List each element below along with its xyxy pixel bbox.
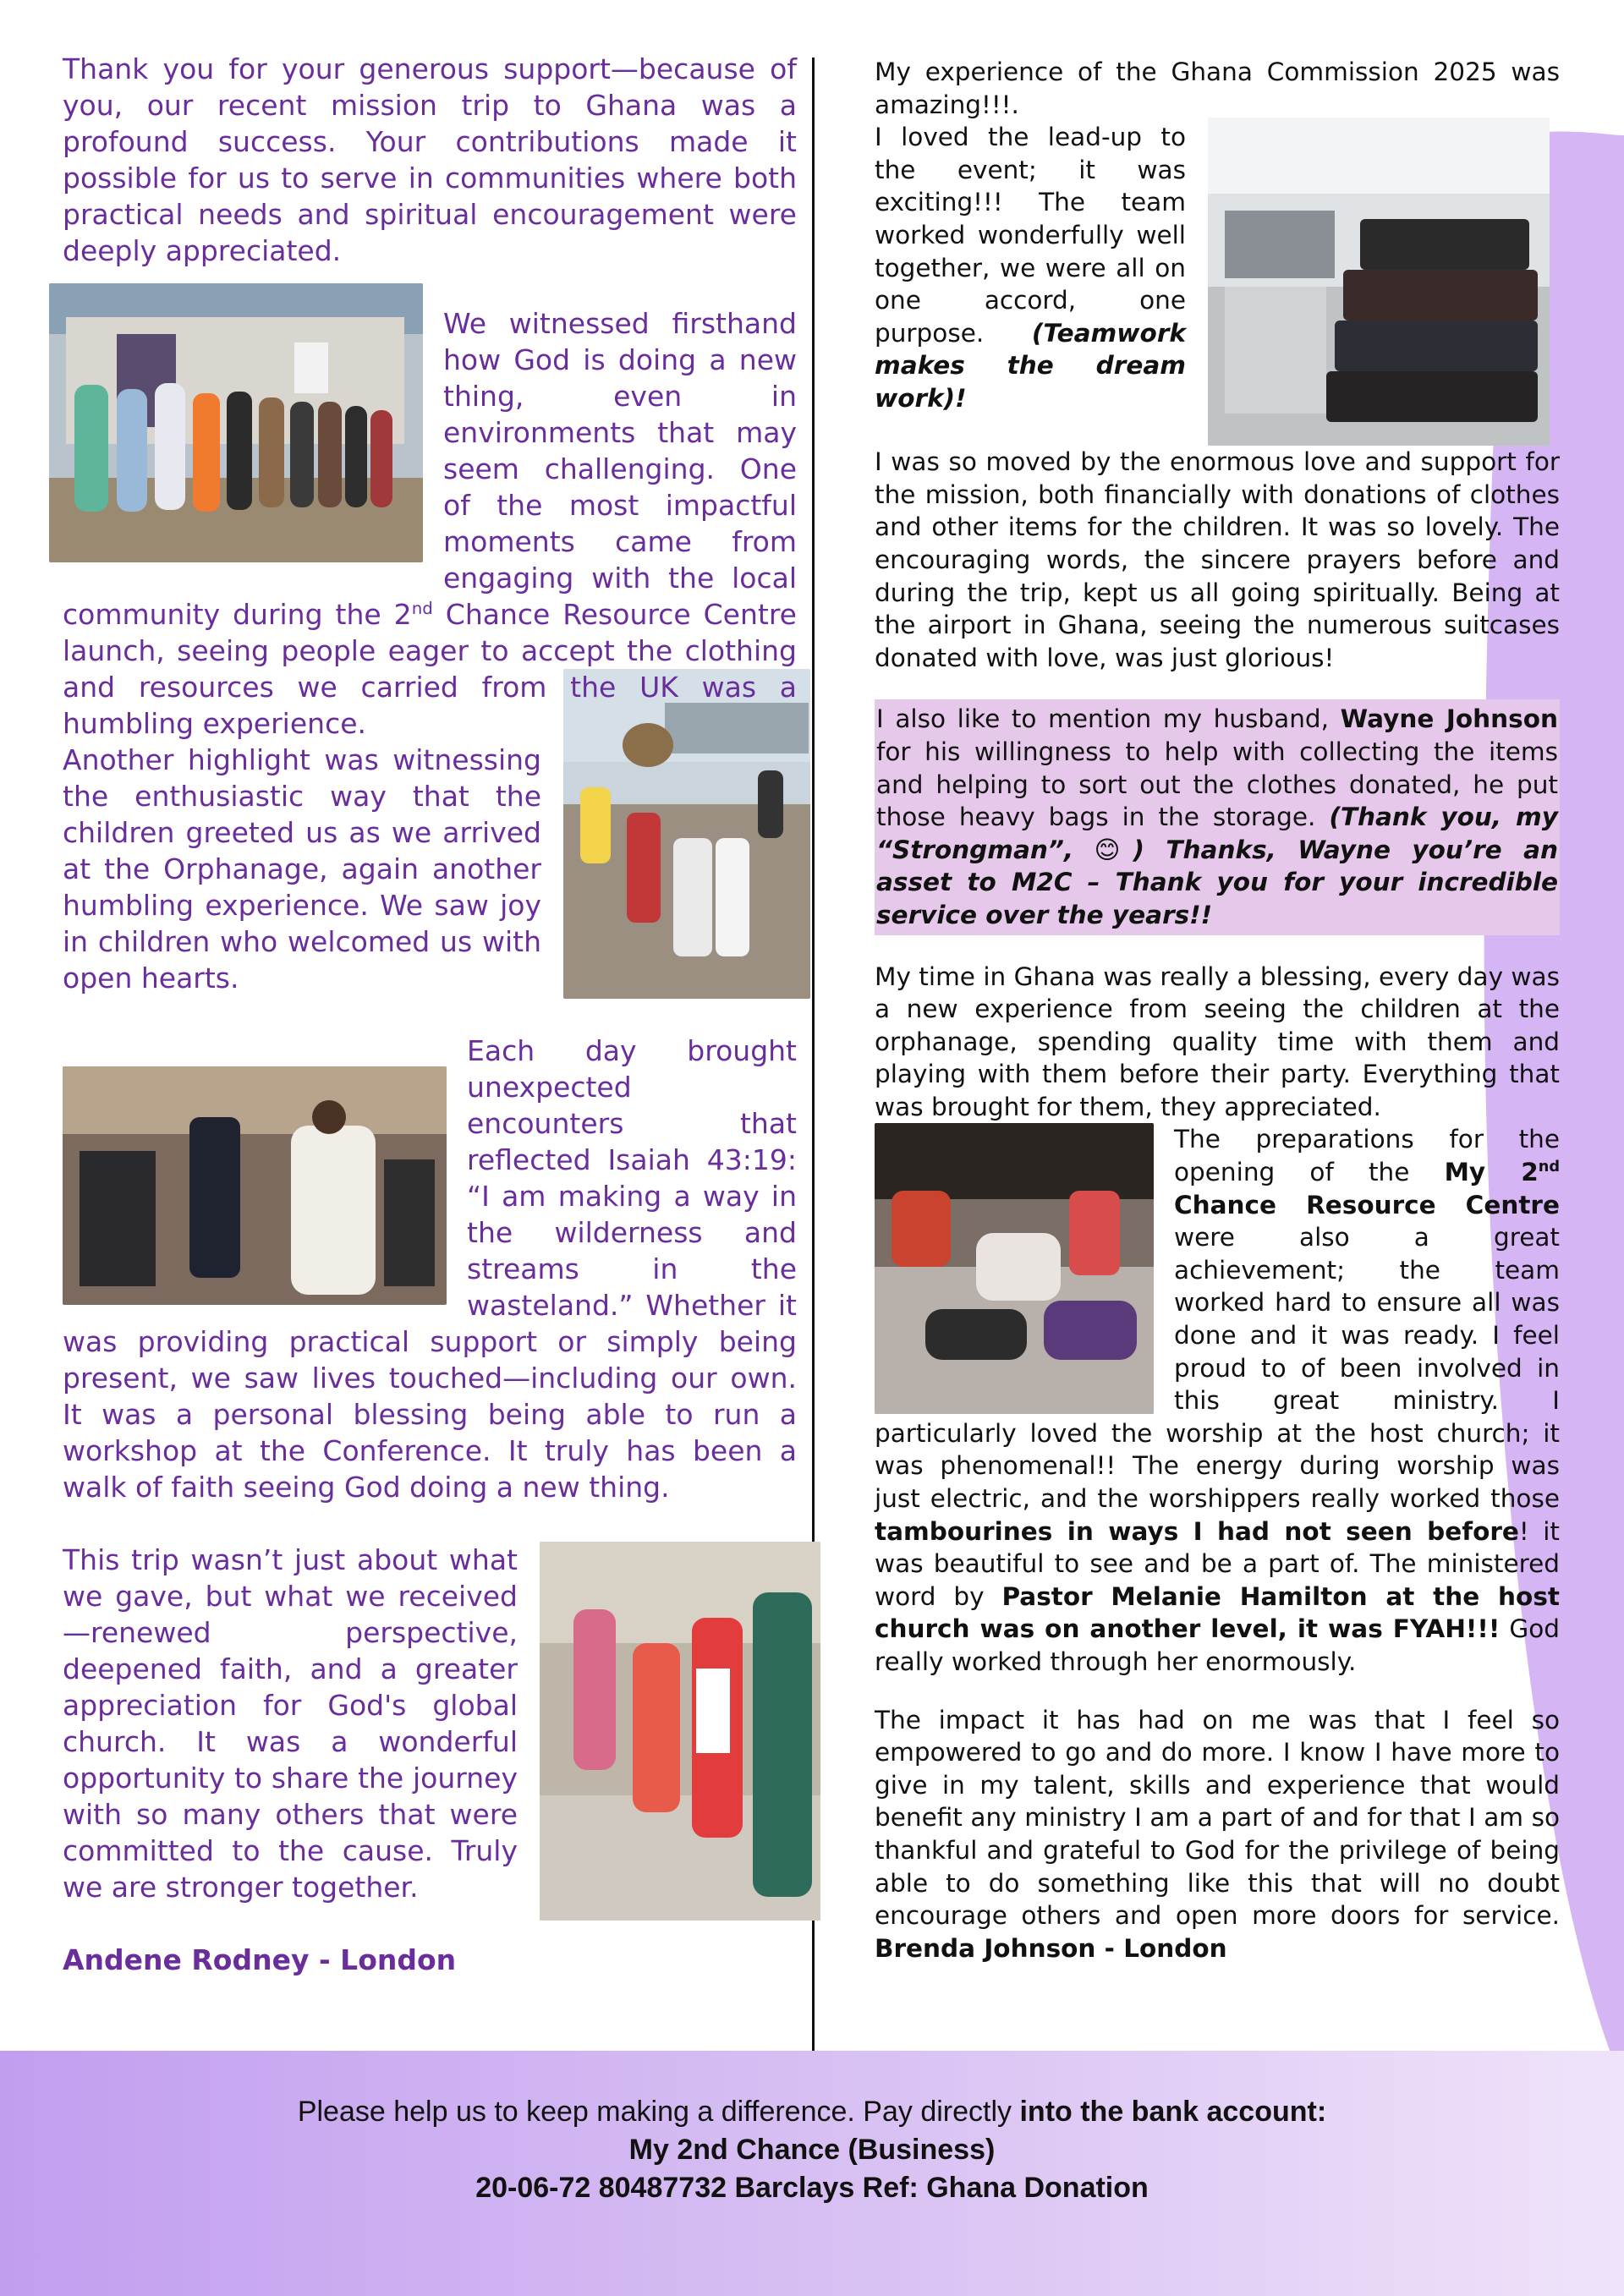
right-paragraph-3: I was so moved by the enormous love and support for the mission, both financially with donations of clothes and other items for the children. It was so lovely. The encouraging words, the sincere prayers before and during the trip, kept us all going spiritually. Being at the airport in Ghana, seeing the numerous suitcases donated with love, was just glorious! xyxy=(875,447,1560,672)
right-paragraph-7: The impact it has had on me was that I feel so empowered to go and do more. I know I have more to give in my talent, skills and experience that would benefit any ministry I am a part of and for that I am so thankful and grateful to God for the privilege of being able to do something like this that will no doubt encourage others and open more doors for service. Brenda Johnson - London xyxy=(875,1705,1560,1963)
left-paragraph-3: Another highlight was witnessing the enthusiastic way that the children greeted us as we arrived at the Orphanage, again another humbling experience. We saw joy in children who welcomed us with open hearts. xyxy=(63,743,541,995)
smile-emoji-icon: 😊 xyxy=(1094,835,1133,864)
right-paragraph-1: My experience of the Ghana Commission 2025 was amazing!!!. xyxy=(875,58,1560,119)
left-signature: Andene Rodney - London xyxy=(63,1943,457,1976)
photo-conference-workshop xyxy=(63,1066,447,1305)
right-paragraph-6: The preparations for the opening of the My 2nd Chance Resource Centre were also a great achievement; the team worked hard to ensure all was done and it was ready. I feel proud to of been involved in this great ministry. I particularly loved the worship at the host church; it was phenomenal!! The energy during worship was just electric, and the worshippers really worked those tambourines in ways I had not seen before! it was beautiful to see and be a part of. The ministered word by Pastor Melanie Hamilton at the host church was on another level, it was FYAH!!! God really worked through her enormously. xyxy=(875,1125,1561,1676)
photo-worship-dancing xyxy=(540,1542,820,1921)
footer-account-name: My 2nd Chance (Business) xyxy=(628,2134,996,2166)
footer-line-1: Please help us to keep making a difference. Pay directly into the bank account: xyxy=(297,2096,1327,2128)
donation-footer-text xyxy=(0,2093,1624,2207)
right-paragraph-4-highlight: I also like to mention my husband, Wayne Johnson for his willingness to help with collecting the items and helping to sort out the clothes donated, he put those heavy bags in the storage. (Thank you, my “Strongman”, 😊) Thanks, Wayne you’re an asset to M2C – Thank you for your incredible service over the years!! xyxy=(875,699,1560,934)
left-column xyxy=(63,51,797,1978)
photo-church-worship-floor xyxy=(875,1123,1154,1414)
photo-airport-suitcases xyxy=(1208,118,1550,446)
right-column xyxy=(875,56,1560,1964)
photo-group-outside-centre xyxy=(49,283,423,562)
left-paragraph-5: This trip wasn’t just about what we gave, but what we received—renewed perspective, deepened faith, and a greater appreciation for God's global church. It was a wonderful opportunity to share the journey with so many others that were committed to the cause. Truly we are stronger together. xyxy=(63,1543,518,1904)
left-paragraph-1: Thank you for your generous support—because of you, our recent mission trip to Ghana was a profound success. Your contributions made it possible for us to serve in communities where both practical needs and spiritual encouragement were deeply appreciated. xyxy=(63,52,797,267)
left-paragraph-2: We witnessed firsthand how God is doing a new thing, even in environments that may seem challenging. One of the most impactful moments came from engaging with the local community during the 2nd Chance Resource Centre launch, seeing people eager to accept the clothing and resources we carried from the UK was a humbling experience. xyxy=(63,307,797,740)
right-paragraph-2: I loved the lead-up to the event; it was exciting!!! The team worked wonderfully well together, we were all on one accord, one purpose. (Teamwork makes the dream work)! xyxy=(875,123,1186,413)
footer-account-details: 20-06-72 80487732 Barclays Ref: Ghana Donation xyxy=(475,2172,1149,2204)
right-paragraph-5: My time in Ghana was really a blessing, every day was a new experience from seeing the children at the orphanage, spending quality time with them and playing with them before their party. Everything that was brought for them, they appreciated. xyxy=(875,962,1560,1121)
left-paragraph-4: Each day brought unexpected encounters that reflected Isaiah 43:19: “I am making a way in the wilderness and streams in the wasteland.” Whether it was providing practical support or simply being present, we saw lives touched—including our own. It was a personal blessing being able to run a workshop at the Conference. It truly has been a walk of faith seeing God doing a new thing. xyxy=(63,1034,797,1504)
donation-footer xyxy=(0,2051,1624,2296)
photo-children-orphanage-arrival xyxy=(563,669,810,999)
